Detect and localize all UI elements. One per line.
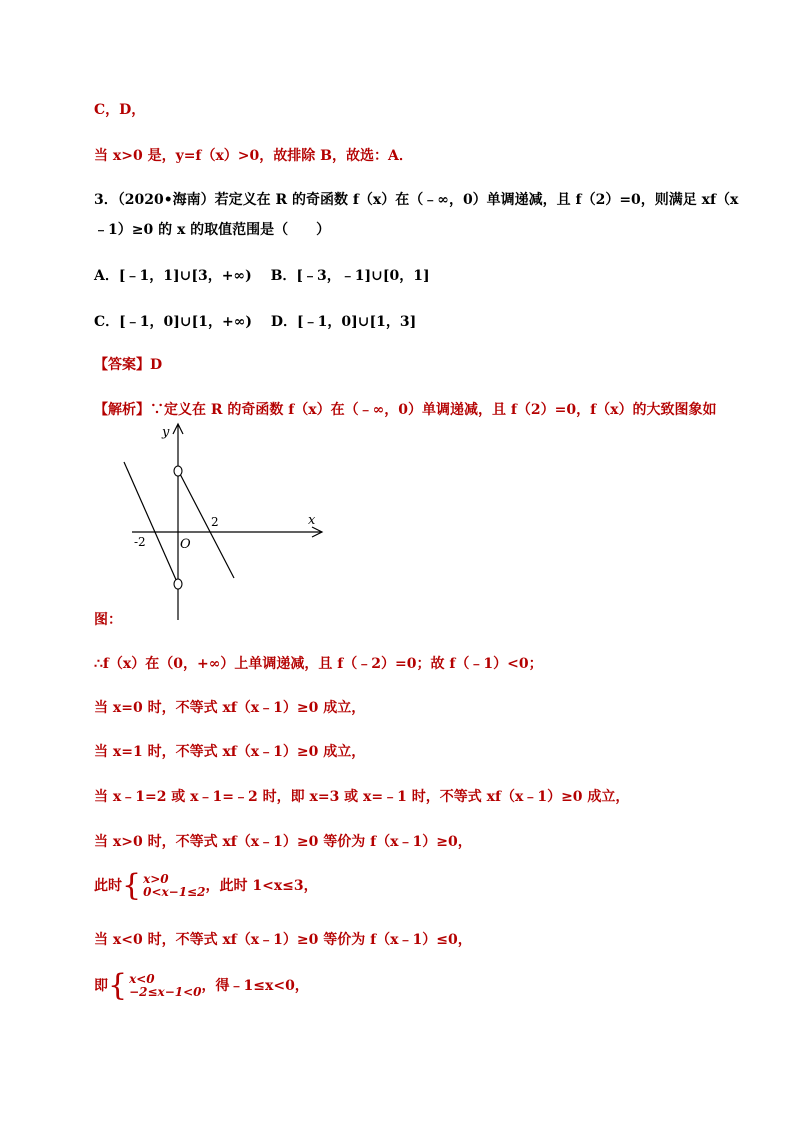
answer-label: 【答案】D <box>94 357 163 373</box>
step-8-suffix: ，得﹣1≤x<0， <box>201 978 309 994</box>
solution-step-7: 当 x<0 时，不等式 xf（x﹣1）≥0 等价为 f（x﹣1）≤0， <box>94 932 472 948</box>
solution-step-8 <box>94 970 309 1002</box>
y-axis-label: y <box>162 425 170 440</box>
analysis-line: 【解析】∵定义在 R 的奇函数 f（x）在（﹣∞，0）单调递减，且 f（2）=0，f（x）的大致图象如 <box>94 402 717 418</box>
option-c-d: C．[﹣1，0]∪[1，+∞) D．[﹣1，0]∪[1，3] <box>94 314 417 330</box>
solution-step-3: 当 x=1 时，不等式 xf（x﹣1）≥0 成立， <box>94 744 366 760</box>
origin-label: O <box>180 537 191 552</box>
system-1-row-2: 0<x−1≤2 <box>143 885 206 899</box>
left-branch <box>124 462 177 582</box>
question-3-line-2: ﹣1）≥0 的 x 的取值范围是（ ） <box>94 222 331 238</box>
function-graph <box>110 420 340 625</box>
system-2-row-2: −2≤x−1<0 <box>129 985 202 999</box>
text-line-exclude-b: 当 x>0 是，y=f（x）>0，故排除 B，故选：A． <box>94 148 413 164</box>
inequality-system-2 <box>129 973 201 999</box>
text-line-cd: C，D， <box>94 102 146 118</box>
solution-step-1: ∴f（x）在（0，+∞）上单调递减，且 f（﹣2）=0；故 f（﹣1）<0； <box>94 656 543 672</box>
solution-step-5: 当 x>0 时，不等式 xf（x﹣1）≥0 等价为 f（x﹣1）≥0， <box>94 834 472 850</box>
inequality-system-1 <box>143 873 205 899</box>
step-6-suffix: ，此时 1<x≤3， <box>205 878 318 894</box>
step-6-prefix: 此时 <box>94 878 122 894</box>
open-circle-bottom <box>174 579 182 589</box>
step-8-prefix: 即 <box>94 978 108 994</box>
solution-step-4: 当 x﹣1=2 或 x﹣1=﹣2 时，即 x=3 或 x=﹣1 时，不等式 xf（x﹣1）≥0 成立， <box>94 789 630 805</box>
solution-step-2: 当 x=0 时，不等式 xf（x﹣1）≥0 成立， <box>94 700 366 716</box>
system-2-row-1: x<0 <box>129 972 155 986</box>
option-a-b: A．[﹣1，1]∪[3，+∞) B．[﹣3，﹣1]∪[0，1] <box>94 268 430 284</box>
system-brace-2: { <box>108 968 128 1003</box>
open-circle-top <box>174 466 182 476</box>
question-3-line-1: 3．（2020•海南）若定义在 R 的奇函数 f（x）在（﹣∞，0）单调递减，且 f（2）=0，则满足 xf（x <box>94 192 739 208</box>
tick-label-positive: 2 <box>211 515 219 529</box>
figure-caption-end: 图： <box>94 612 122 628</box>
right-branch <box>179 472 234 578</box>
x-axis-label: x <box>308 513 316 528</box>
tick-label-negative: -2 <box>134 535 146 549</box>
system-brace-1: { <box>122 868 142 903</box>
system-1-row-1: x>0 <box>143 872 169 886</box>
solution-step-6 <box>94 870 318 902</box>
